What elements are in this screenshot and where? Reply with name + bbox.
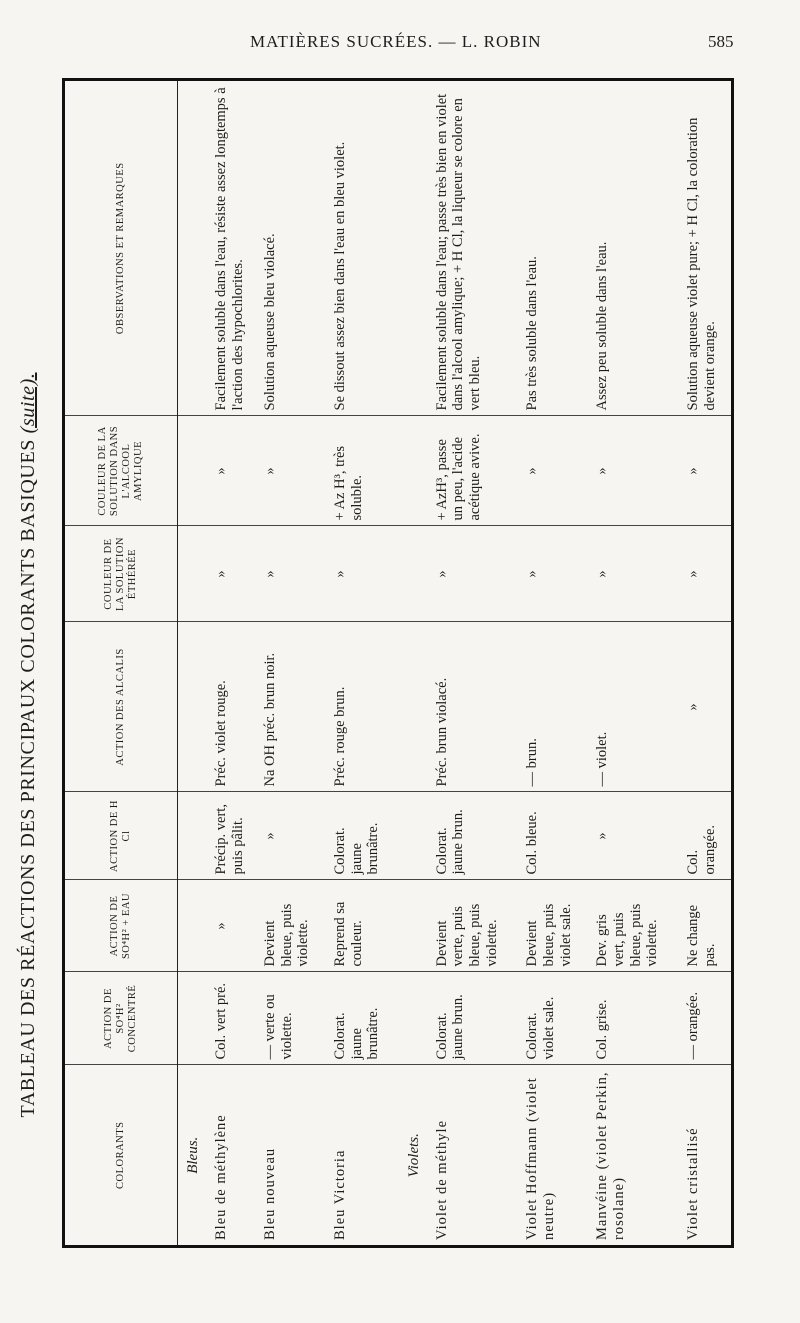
group-label: Violets.: [406, 1133, 423, 1178]
cell-observations: Solution aqueuse bleu violacé.: [259, 81, 329, 416]
cell-hcl: Précip. vert, puis pâlit.: [210, 792, 259, 880]
cell-so4h2-eau: Devient bleue, puis violet sale.: [521, 880, 591, 972]
cell-hcl: »: [259, 792, 329, 880]
cell-alcalis: »: [682, 622, 731, 792]
table-frame: [62, 78, 734, 1248]
cell-so4h2-concentre: — orangée.: [682, 972, 731, 1065]
cell-amylique: + Az H³, très soluble.: [329, 416, 399, 526]
cell-alcalis: Préc. rouge brun.: [329, 622, 399, 792]
cell-hcl: Colorat. jaune brun.: [431, 792, 522, 880]
cell-amylique: + AzH³, passe un peu, l'acide acétique avive.: [431, 416, 522, 526]
cell-amylique: »: [210, 416, 259, 526]
table-row: [259, 81, 329, 1245]
cell-alcalis: — violet.: [591, 622, 682, 792]
col-header-hcl: ACTION DE H Cl: [65, 792, 178, 880]
cell-observations: Pas très soluble dans l'eau.: [521, 81, 591, 416]
cell-etheree: »: [329, 526, 399, 622]
cell-alcalis: Préc. brun violacé.: [431, 622, 522, 792]
table-row: [431, 81, 522, 1245]
cell-etheree: »: [259, 526, 329, 622]
cell-so4h2-eau: Devient bleue, puis violette.: [259, 880, 329, 972]
col-header-so4h2-concentre: ACTION DE SO⁴H² CONCENTRÉ: [65, 972, 178, 1065]
page-number: 585: [708, 32, 734, 51]
caption-suite: (suite).: [17, 372, 39, 434]
cell-alcalis: Préc. violet rouge.: [210, 622, 259, 792]
cell-so4h2-concentre: Colorat. jaune brun.: [431, 972, 522, 1065]
cell-observations: Assez peu soluble dans l'eau.: [591, 81, 682, 416]
table-row: [591, 81, 682, 1245]
cell-hcl: Col. bleue.: [521, 792, 591, 880]
cell-so4h2-concentre: Col. vert pré.: [210, 972, 259, 1065]
group-row-violets: [399, 81, 431, 1245]
cell-observations: Se dissout assez bien dans l'eau en bleu violet.: [329, 81, 399, 416]
cell-observations: Facilement soluble dans l'eau, résiste assez longtemps à l'action des hypochlorites.: [210, 81, 259, 416]
cell-alcalis: — brun.: [521, 622, 591, 792]
cell-alcalis: Na OH préc. brun noir.: [259, 622, 329, 792]
running-header: [0, 28, 800, 54]
col-header-amylique: COULEUR DE LA SOLUTION DANS L'ALCOOL AMYLIQUE: [65, 416, 178, 526]
cell-so4h2-concentre: — verte ou violette.: [259, 972, 329, 1065]
col-header-alcalis: ACTION DES ALCALIS: [65, 622, 178, 792]
cell-hcl: Colorat. jaune brunâtre.: [329, 792, 399, 880]
cell-amylique: »: [259, 416, 329, 526]
cell-so4h2-concentre: Col. grise.: [591, 972, 682, 1065]
table-row: [210, 81, 259, 1245]
col-header-colorants: COLORANTS: [65, 1065, 178, 1245]
cell-so4h2-concentre: Colorat. violet sale.: [521, 972, 591, 1065]
cell-etheree: »: [210, 526, 259, 622]
caption-main: TABLEAU DES RÉACTIONS DES PRINCIPAUX COLORANTS BASIQUES: [17, 439, 39, 1118]
table-row: [521, 81, 591, 1245]
cell-amylique: »: [682, 416, 731, 526]
col-header-so4h2-eau: ACTION DE SO⁴H² + EAU: [65, 880, 178, 972]
cell-so4h2-eau: Devient verte, puis bleue, puis violette.: [431, 880, 522, 972]
cell-colorant: Violet Hoffmann (violet neutre): [524, 1077, 558, 1240]
cell-amylique: »: [521, 416, 591, 526]
cell-etheree: »: [431, 526, 522, 622]
group-label: Bleus.: [185, 1136, 202, 1174]
cell-colorant: Bleu Victoria: [331, 1149, 348, 1240]
cell-colorant: Bleu nouveau: [262, 1147, 279, 1240]
cell-so4h2-eau: Ne change pas.: [682, 880, 731, 972]
cell-hcl: Col. orangée.: [682, 792, 731, 880]
group-row-bleus: [178, 81, 211, 1245]
cell-amylique: »: [591, 416, 682, 526]
rotated-table: [65, 81, 731, 1245]
cell-colorant: Manvéine (violet Perkin, rosolane): [594, 1071, 627, 1240]
cell-etheree: »: [682, 526, 731, 622]
cell-colorant: Violet cristallisé: [684, 1127, 701, 1240]
col-header-observations: OBSERVATIONS ET REMARQUES: [65, 81, 178, 416]
running-title: MATIÈRES SUCRÉES. — L. ROBIN: [250, 32, 542, 51]
cell-colorant: Violet de méthyle: [433, 1119, 450, 1240]
cell-etheree: »: [521, 526, 591, 622]
header-row: [65, 81, 178, 1245]
cell-observations: Facilement soluble dans l'eau; passe très bien en violet dans l'alcool amylique; + H Cl, la liqueur se colore en vert bleu.: [431, 81, 522, 416]
cell-colorant: Bleu de méthylène: [213, 1114, 229, 1240]
table-row: [682, 81, 731, 1245]
col-header-etheree: COULEUR DE LA SOLUTION ÉTHÉRÉE: [65, 526, 178, 622]
table-row: [329, 81, 399, 1245]
cell-observations: Solution aqueuse violet pure; + H Cl, la coloration devient orange.: [682, 81, 731, 416]
cell-so4h2-concentre: Colorat. jaune brunâtre.: [329, 972, 399, 1065]
cell-so4h2-eau: Reprend sa couleur.: [329, 880, 399, 972]
cell-hcl: »: [591, 792, 682, 880]
cell-so4h2-eau: Dev. gris vert, puis bleue, puis violette.: [591, 880, 682, 972]
table-caption: [6, 250, 50, 1240]
reactions-table: [65, 81, 731, 1245]
cell-etheree: »: [591, 526, 682, 622]
cell-so4h2-eau: »: [210, 880, 259, 972]
